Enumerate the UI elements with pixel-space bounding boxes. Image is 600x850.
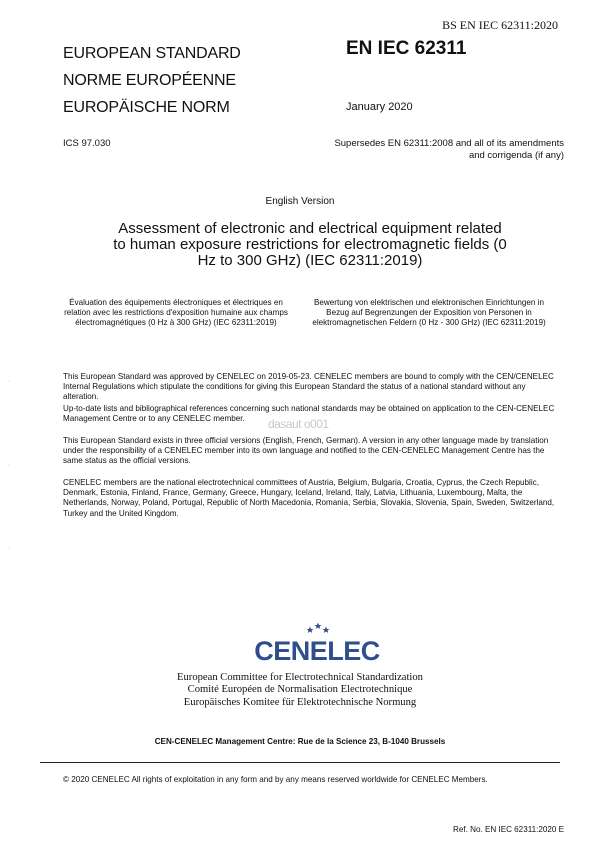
management-centre-address: CEN-CENELEC Management Centre: Rue de la Science 23, B-1040 Brussels [154,737,446,746]
standard-type-en: EUROPEAN STANDARD [63,45,241,62]
language-version: English Version [265,196,335,207]
logo-wordmark: CENELEC [254,636,380,666]
margin-mark: · [8,462,11,469]
logo-star-arc [307,623,330,634]
members-paragraph: CENELEC members are the national electrotechnical committees of Austria, Belgium, Bulgaria, Croatia, Cyprus, the Czech Republic, Denmark, Estonia, Finland, France, Germany, Greece, Hungary, Iceland, Ireland, Italy, Latvia, Lithuania, Luxembourg, Malta, the Netherlands, Norway, Poland, Portugal, Republic of North Macedonia, Romania, Serbia, Slovakia, Slovenia, Spain, Sweden, Switzerland, Turkey and the United Kingdom. [63,478,555,518]
committee-name-de: Europäisches Komitee für Elektrotechnische Normung [183,696,417,708]
supersedes-note: Supersedes EN 62311:2008 and all of its amendments and corrigenda (if any) [334,138,564,161]
standard-number: EN IEC 62311 [346,38,467,59]
standard-type-de: EUROPÄISCHE NORM [63,99,230,116]
ics-code: ICS 97.030 [63,138,111,149]
cenelec-logo [254,622,380,670]
standard-type-fr: NORME EUROPÉENNE [63,72,236,89]
watermark-text: dasaut o001 [268,417,329,431]
margin-mark: · [8,378,11,385]
standard-type-block [63,40,241,121]
document-title: Assessment of electronic and electrical equipment related to human exposure restrictions for electromagnetic fields (0 Hz to 300 GHz) (IEC 62311:2019) [113,220,507,269]
committee-name-fr: Comité Européen de Normalisation Electrotechnique [187,684,413,696]
footer-divider [40,762,560,763]
publication-date: January 2020 [346,101,413,113]
versions-paragraph: This European Standard exists in three official versions (English, French, German). A version in any other language made by translation under the responsibility of a CENELEC member into its own language and notified to the CEN-CENELEC Management Centre has the same status as the official versions. [63,436,549,466]
document-title-french: Évaluation des équipements électroniques et électriques en relation avec les restrictions d'exposition humaine aux champs électromagnétiques (0 Hz à 300 GHz) (IEC 62311:2019) [64,298,288,327]
reference-number: Ref. No. EN IEC 62311:2020 E [453,825,564,834]
references-paragraph: Up-to-date lists and bibliographical references concerning such national standards may be obtained on application to the CEN-CENELEC Management Centre or to any CENELEC member. [63,404,555,424]
document-reference-header: BS EN IEC 62311:2020 [442,18,558,32]
document-title-german: Bewertung von elektrischen und elektronischen Einrichtungen in Bezug auf Begrenzungen der Exposition von Personen in elektromagnetischen Feldern (0 Hz - 300 GHz) (IEC 62311:2019) [312,298,546,327]
approval-paragraph: This European Standard was approved by CENELEC on 2019-05-23. CENELEC members are bound to comply with the CEN/CENELEC Internal Regulations which stipulate the conditions for giving this European Standard the status of a national standard without any alteration. [63,372,554,402]
committee-names [0,672,600,709]
committee-name-en: European Committee for Electrotechnical Standardization [177,672,423,683]
margin-mark: · [8,545,11,552]
copyright-notice: © 2020 CENELEC All rights of exploitation in any form and by any means reserved worldwide for CENELEC Members. [63,775,488,784]
